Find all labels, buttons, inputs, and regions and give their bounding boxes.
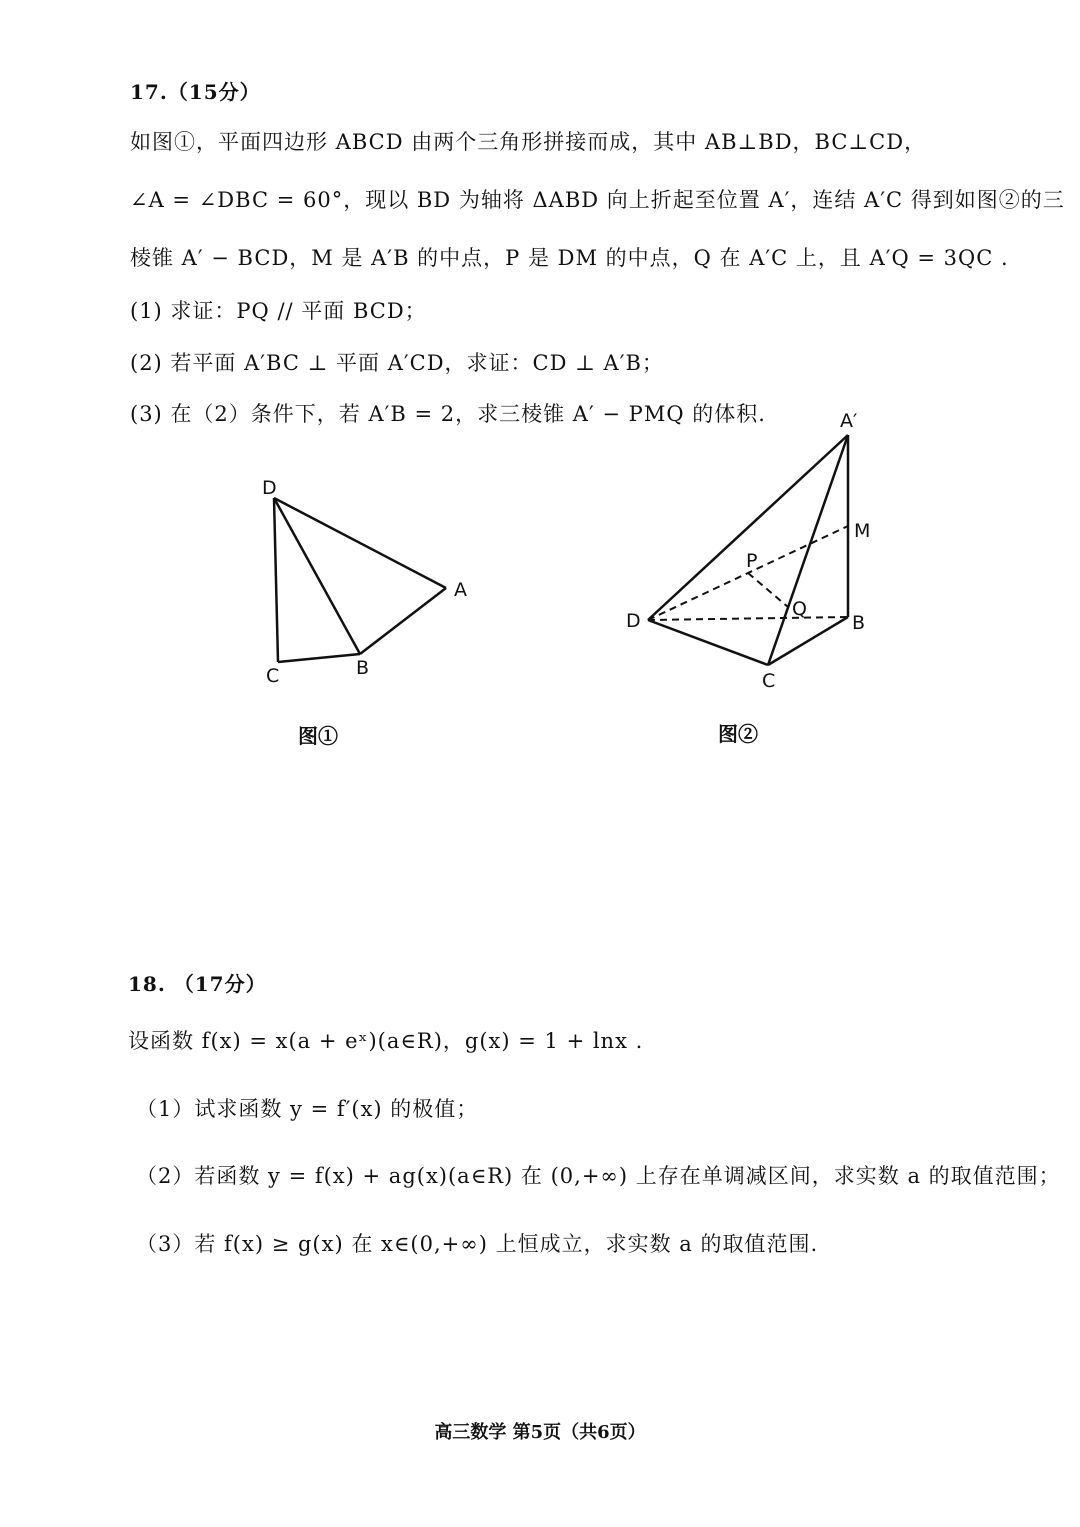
q18-part-1: （1）试求函数 y = f′(x) 的极值；	[136, 1097, 479, 1121]
fig1-label-B: B	[356, 657, 370, 679]
figure-2-pyramid	[610, 405, 900, 700]
q17-text-line-3: 棱锥 A′ − BCD，M 是 A′B 的中点，P 是 DM 的中点，Q 在 A′C 上，且 A′Q = 3QC .	[130, 246, 1009, 270]
edge-DC	[648, 620, 768, 665]
fig1-label-D: D	[262, 477, 277, 499]
q17-text-line-2: ∠A = ∠DBC = 60°，现以 BD 为轴将 ΔABD 向上折起至位置 A′，连结 A′C 得到如图②的三	[130, 188, 1065, 212]
fig1-label-A: A	[454, 579, 467, 601]
fig2-label-M: M	[854, 520, 871, 542]
q17-text-line-1: 如图①，平面四边形 ABCD 由两个三角形拼接而成，其中 AB⊥BD，BC⊥CD，	[130, 130, 927, 154]
fig2-label-C: C	[762, 670, 776, 692]
page-footer: 高三数学 第5页（共6页）	[434, 1422, 646, 1443]
q18-part-2: （2）若函数 y = f(x) + ag(x)(a∈R) 在 (0,+∞) 上存在单调减区间，求实数 a 的取值范围；	[136, 1164, 1061, 1188]
q18-part-3: （3）若 f(x) ≥ g(x) 在 x∈(0,+∞) 上恒成立，求实数 a 的取值范围.	[136, 1232, 819, 1256]
segment-AB	[360, 588, 446, 654]
q18-text-line-1: 设函数 f(x) = x(a + eˣ)(a∈R)，g(x) = 1 + lnx .	[128, 1029, 644, 1053]
hidden-edge-DB	[648, 617, 848, 620]
edge-CB	[768, 617, 848, 665]
q18-header: 18. （17分）	[128, 972, 267, 996]
fig1-label-C: C	[266, 665, 280, 687]
figure-1-caption: 图①	[298, 724, 338, 748]
edge-AC	[768, 435, 848, 665]
q17-part-3: (3) 在（2）条件下，若 A′B = 2，求三棱锥 A′ − PMQ 的体积.	[130, 402, 766, 426]
fig2-label-B: B	[852, 612, 866, 634]
figure-1-quadrilateral	[250, 470, 490, 690]
q17-part-1: (1) 求证：PQ // 平面 BCD；	[130, 299, 427, 323]
edge-AD	[648, 435, 848, 620]
fig2-label-P: P	[746, 550, 758, 572]
q17-part-2: (2) 若平面 A′BC ⊥ 平面 A′CD，求证：CD ⊥ A′B；	[130, 351, 664, 375]
figure-2-caption: 图②	[718, 722, 758, 746]
q17-header: 17.（15分）	[130, 80, 261, 104]
segment-CB	[278, 654, 360, 662]
fig2-label-A-prime: A′	[840, 410, 858, 432]
fig2-label-Q: Q	[792, 598, 807, 620]
fig2-label-D: D	[626, 610, 641, 632]
hidden-segment-PQ	[748, 573, 788, 607]
segment-DC	[274, 498, 278, 662]
